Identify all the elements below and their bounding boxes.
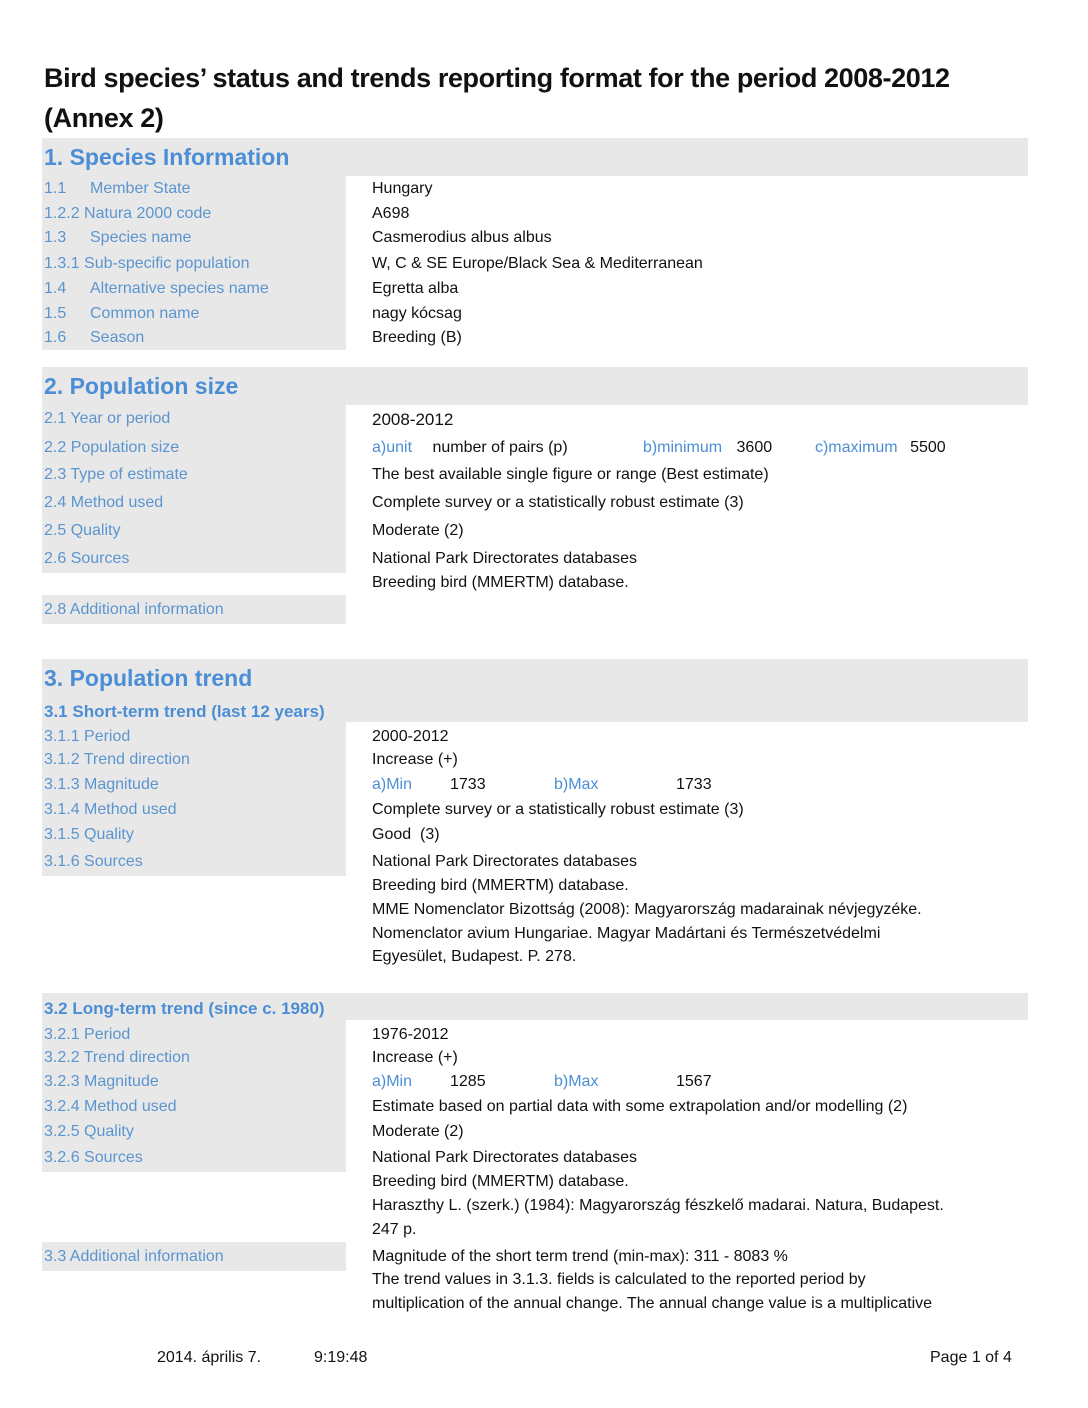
- year-period-label: 2.1 Year or period: [44, 410, 171, 427]
- title-line-2: (Annex 2): [44, 103, 164, 133]
- trend-additional-line-1: Magnitude of the short term trend (min-max): 311 - 8083 %: [372, 1248, 788, 1265]
- long-min-value: 1285: [450, 1073, 486, 1090]
- member-state-label: 1.1 Member State: [44, 180, 191, 197]
- long-period-value: 1976-2012: [372, 1026, 449, 1043]
- maximum-key: c)maximum: [814, 439, 898, 456]
- trend-additional-line-3: multiplication of the annual change. The annual change value is a multiplicative: [372, 1295, 933, 1312]
- member-state-value: Hungary: [372, 180, 433, 197]
- long-period-label: 3.2.1 Period: [44, 1026, 131, 1043]
- long-max-key: b)Max: [554, 1073, 599, 1090]
- short-sources-line-2: Breeding bird (MMERTM) database.: [372, 877, 629, 894]
- unit-value: number of pairs (p): [432, 439, 568, 456]
- trend-additional-label: 3.3 Additional information: [44, 1248, 224, 1265]
- long-term-trend-heading: 3.2 Long-term trend (since c. 1980): [44, 999, 325, 1018]
- minimum-key: b)minimum: [642, 439, 723, 456]
- short-magnitude-label: 3.1.3 Magnitude: [44, 776, 159, 793]
- short-period-value: 2000-2012: [372, 728, 449, 745]
- long-magnitude-values: [372, 1073, 712, 1091]
- long-sources-line-2: Breeding bird (MMERTM) database.: [372, 1173, 629, 1190]
- type-of-estimate-value: The best available single figure or range (Best estimate): [372, 466, 769, 483]
- short-method-label: 3.1.4 Method used: [44, 801, 177, 818]
- quality-label: 2.5 Quality: [44, 522, 121, 539]
- method-used-label: 2.4 Method used: [44, 494, 164, 511]
- trend-additional-line-2: The trend values in 3.1.3. fields is calculated to the reported period by: [372, 1271, 866, 1288]
- year-period-value: 2008-2012: [372, 410, 454, 429]
- short-quality-label: 3.1.5 Quality: [44, 826, 134, 843]
- season-value: Breeding (B): [372, 329, 462, 346]
- maximum-value: 5500: [910, 439, 946, 456]
- short-quality-value: Good (3): [372, 826, 440, 843]
- title-line-1: Bird species’ status and trends reporting format for the period 2008-2012: [44, 63, 950, 93]
- quality-value: Moderate (2): [372, 522, 464, 539]
- long-sources-label: 3.2.6 Sources: [44, 1149, 143, 1166]
- alternative-name-value: Egretta alba: [372, 280, 459, 297]
- species-name-label: 1.3 Species name: [44, 229, 192, 246]
- section-2-heading: 2. Population size: [44, 373, 239, 399]
- short-max-value: 1733: [676, 776, 712, 793]
- short-period-label: 3.1.1 Period: [44, 728, 131, 745]
- section-2-label-column: [42, 405, 346, 573]
- long-sources-line-4: 247 p.: [372, 1221, 417, 1238]
- short-sources-label: 3.1.6 Sources: [44, 853, 143, 870]
- long-max-value: 1567: [676, 1073, 712, 1090]
- short-term-trend-heading: 3.1 Short-term trend (last 12 years): [44, 702, 325, 721]
- sources-line-2: Breeding bird (MMERTM) database.: [372, 574, 629, 591]
- type-of-estimate-label: 2.3 Type of estimate: [44, 466, 188, 483]
- subspecific-population-label: 1.3.1 Sub-specific population: [44, 255, 250, 272]
- long-min-key: a)Min: [372, 1073, 413, 1090]
- long-method-value: Estimate based on partial data with some extrapolation and/or modelling (2): [372, 1098, 908, 1115]
- sources-line-1: National Park Directorates databases: [372, 550, 638, 567]
- additional-info-label: 2.8 Additional information: [44, 601, 224, 618]
- natura-code-value: A698: [372, 205, 410, 222]
- document-title: [44, 58, 1044, 138]
- common-name-value: nagy kócsag: [372, 305, 462, 322]
- natura-code-label: 1.2.2 Natura 2000 code: [44, 205, 212, 222]
- long-direction-label: 3.2.2 Trend direction: [44, 1049, 190, 1066]
- population-size-label: 2.2 Population size: [44, 439, 180, 456]
- short-min-value: 1733: [450, 776, 486, 793]
- minimum-value: 3600: [736, 439, 773, 456]
- unit-key: a)unit: [372, 439, 413, 456]
- long-quality-label: 3.2.5 Quality: [44, 1123, 134, 1140]
- season-label: 1.6 Season: [44, 329, 145, 346]
- footer-page-number: Page 1 of 4: [930, 1349, 1012, 1366]
- species-name-value: Casmerodius albus albus: [372, 229, 552, 246]
- long-direction-value: Increase (+): [372, 1049, 458, 1066]
- population-size-values: [372, 439, 946, 457]
- section-1-heading: 1. Species Information: [44, 144, 290, 170]
- short-method-value: Complete survey or a statistically robust estimate (3): [372, 801, 744, 818]
- short-sources-line-4: Nomenclator avium Hungariae. Magyar Madártani és Természetvédelmi: [372, 925, 881, 942]
- long-method-label: 3.2.4 Method used: [44, 1098, 177, 1115]
- short-direction-label: 3.1.2 Trend direction: [44, 751, 190, 768]
- common-name-label: 1.5 Common name: [44, 305, 200, 322]
- section-3-heading: 3. Population trend: [44, 665, 253, 691]
- long-quality-value: Moderate (2): [372, 1123, 464, 1140]
- footer-date: 2014. április 7.: [157, 1349, 262, 1366]
- subspecific-population-value: W, C & SE Europe/Black Sea & Mediterranean: [372, 255, 703, 272]
- footer-time: 9:19:48: [314, 1349, 368, 1366]
- short-magnitude-values: [372, 776, 712, 794]
- sources-label: 2.6 Sources: [44, 550, 130, 567]
- short-sources-line-5: Egyesület, Budapest. P. 278.: [372, 948, 577, 965]
- short-direction-value: Increase (+): [372, 751, 458, 768]
- alternative-name-label: 1.4 Alternative species name: [44, 280, 269, 297]
- short-min-key: a)Min: [372, 776, 413, 793]
- long-magnitude-label: 3.2.3 Magnitude: [44, 1073, 159, 1090]
- short-sources-line-3: MME Nomenclator Bizottság (2008): Magyarország madarainak névjegyzéke.: [372, 901, 922, 918]
- method-used-value: Complete survey or a statistically robust estimate (3): [372, 494, 744, 511]
- long-sources-line-1: National Park Directorates databases: [372, 1149, 638, 1166]
- short-sources-line-1: National Park Directorates databases: [372, 853, 638, 870]
- long-sources-line-3: Haraszthy L. (szerk.) (1984): Magyarország fészkelő madarai. Natura, Budapest.: [372, 1197, 944, 1214]
- short-max-key: b)Max: [554, 776, 599, 793]
